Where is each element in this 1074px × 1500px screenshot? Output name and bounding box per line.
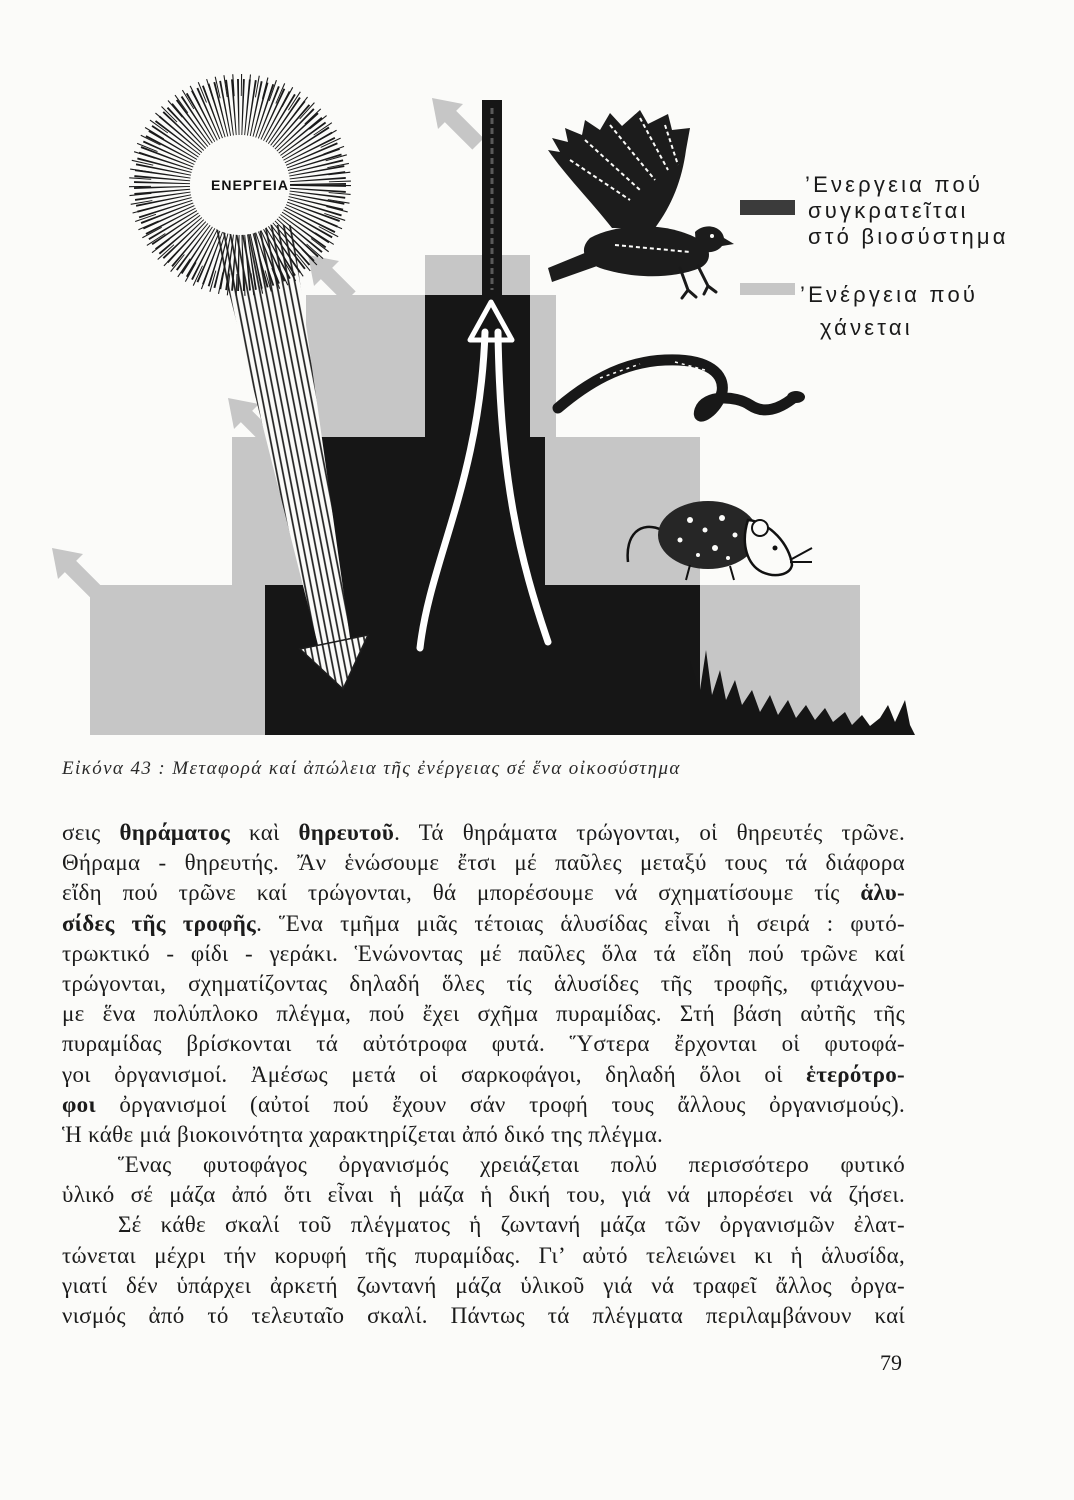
text-run: σεις — [62, 820, 120, 845]
bold-term: ἑτερότρο- — [806, 1061, 905, 1087]
text-run: τρώγονται, σχηματίζοντας δηλαδή ὅλες τίς ἁλυσίδες τῆς τροφῆς, φτιάχνου- — [62, 970, 905, 996]
legend-swatch-retained — [740, 200, 795, 215]
bold-term: φοι — [62, 1091, 96, 1117]
text-run: εἴδη πού τρῶνε καί τρώγονται, θά μπορέσουμε νά σχηματίσουμε τίς — [62, 880, 861, 906]
legend-swatch-lost — [740, 283, 795, 295]
text-line — [62, 999, 905, 1029]
text-line — [62, 1210, 905, 1240]
text-line — [62, 1060, 905, 1090]
bold-term: θηρευτοῦ — [298, 820, 395, 845]
text-run: . Ἕνα τμῆμα μιᾶς τέτοιας ἁλυσίδας εἶναι ἡ σειρά : φυτό- — [256, 910, 905, 936]
loss-arrow-tier-4 — [432, 98, 478, 144]
text-line — [62, 1120, 905, 1150]
legend-retained-line-2: συγκρατεῖται — [808, 198, 969, 223]
text-run: ὑλικό σέ μάζα ἀπό ὅτι εἶναι ἡ μάζα ἡ δική του, γιά νά μπορέσει νά ζήσει. — [62, 1182, 905, 1208]
text-run: Ἡ κάθε μιά βιοκοινότητα χαρακτηρίζεται ἀπό δικό της πλέγμα. — [62, 1121, 664, 1147]
sun-label: ΕΝΕΡΓΕΙΑ — [211, 177, 289, 193]
page-number: 79 — [880, 1350, 902, 1375]
text-run: γοι ὀργανισμοί. Ἀμέσως μετά οἱ σαρκοφάγοι, δηλαδή ὅλοι οἱ — [62, 1061, 807, 1087]
hawk-icon — [548, 110, 734, 298]
text-line — [62, 1301, 905, 1331]
legend-retained-line-3: στό βιοσύστημα — [808, 224, 1009, 249]
text-run: . Τά θηράματα τρώγονται, οἱ θηρευτές τρῶνε. — [394, 820, 905, 845]
text-run: τώνεται μέχρι τήν κορυφή τῆς πυραμίδας. Γι’ αὐτό τελειώνει κι ἡ ἁλυσίδα, — [62, 1242, 905, 1268]
text-line — [62, 818, 905, 848]
legend — [740, 172, 1009, 340]
text-line — [62, 1180, 905, 1210]
text-line — [62, 1241, 905, 1271]
text-run: Σέ κάθε σκαλί τοῦ πλέγματος ἡ ζωντανή μάζα τῶν ὀργανισμῶν ἐλατ- — [118, 1212, 905, 1238]
text-line — [62, 1271, 905, 1301]
text-line — [62, 1150, 905, 1180]
text-run: καὶ — [230, 820, 299, 845]
text-line — [62, 909, 905, 939]
legend-retained-line-1: ’Ενεργεια πού — [805, 172, 984, 197]
text-run: με ἕνα πολύπλοκο πλέγμα, πού ἔχει σχῆμα πυραμίδας. Στή βάση αὐτῆς τῆς — [62, 1001, 905, 1027]
text-run: γιατί δέν ὑπάρχει ἀρκετή ζωντανή μάζα ὑλικοῦ γιά νά τραφεῖ ἄλλος ὀργα- — [62, 1272, 905, 1298]
text-line — [62, 1029, 905, 1059]
text-run: ὀργανισμοί (αὐτοί πού ἔχουν σάν τροφή τους ἄλλους ὀργανισμούς). — [95, 1091, 905, 1117]
text-run: τρωκτικό - φίδι - γεράκι. Ἑνώνοντας μέ παῦλες ὅλα τά εἴδη πού τρῶνε καί — [62, 940, 905, 966]
text-line — [62, 969, 905, 999]
tier-4-lost — [425, 255, 530, 295]
loss-arrow-tier-1 — [52, 548, 108, 604]
bold-term: σίδες τῆς τροφῆς — [62, 910, 257, 936]
legend-lost-line-2: χάνεται — [820, 315, 913, 340]
text-run: Ἕνας φυτοφάγος ὀργανισμός χρειάζεται πολύ περισσότερο φυτικό — [118, 1152, 905, 1178]
body-text — [62, 818, 905, 1331]
loss-arrow-tier-3 — [308, 255, 350, 297]
snake-icon — [558, 360, 805, 416]
text-line — [62, 1090, 905, 1120]
text-run: νισμός ἀπό τό τελευταῖο σκαλί. Πάντως τά πλέγματα περιλαμβάνουν καί — [62, 1303, 905, 1328]
bold-term: ἁλυ- — [860, 880, 905, 906]
figure-caption: Εἰκόνα 43 : Μεταφορά καί ἀπώλεια τῆς ἐνέργειας σέ ἕνα οἰκοσύστημα — [62, 758, 681, 779]
legend-lost-line-1: ’Ενέργεια πού — [800, 282, 979, 307]
text-line — [62, 848, 905, 878]
bold-term: θηράματος — [119, 820, 231, 845]
text-run: πυραμίδας βρίσκονται τά αὐτότροφα φυτά. Ὕστερα ἔρχονται οἱ φυτοφά- — [62, 1031, 905, 1057]
text-line — [62, 939, 905, 969]
text-line — [62, 878, 905, 908]
text-run: Θήραμα - θηρευτής. Ἄν ἑνώσουμε ἔτσι μέ παῦλες μεταξύ τους τά διάφορα — [62, 850, 905, 876]
